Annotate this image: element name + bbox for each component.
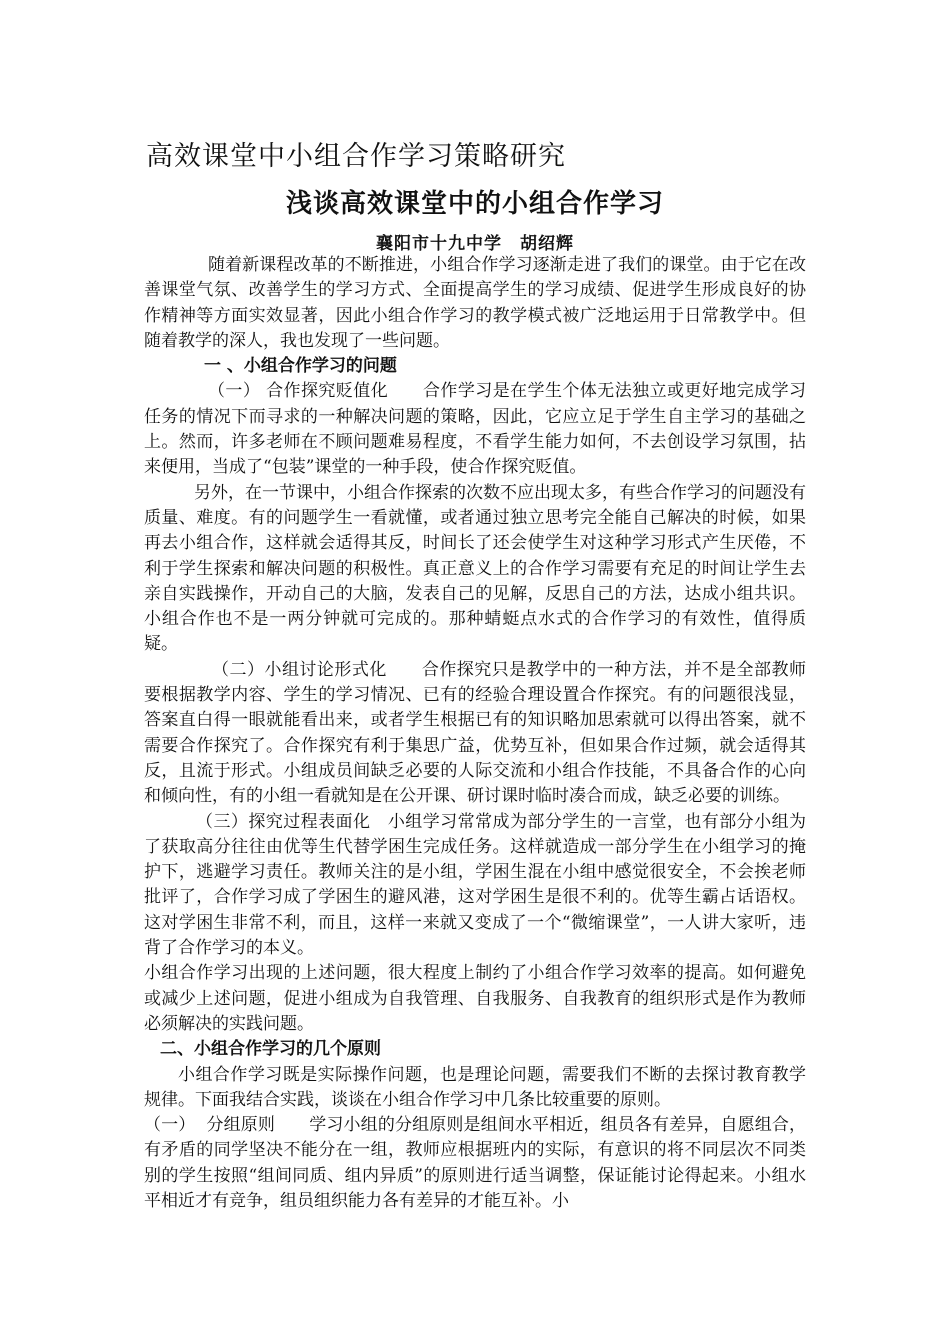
section1-paragraph-5: 小组合作学习出现的上述问题，很大程度上制约了小组合作学习效率的提高。如何避免或减少上述问题，促进小组成为自我管理、自我服务、自我教育的组织形式是作为教师必须解决的实践问题。 — [144, 963, 806, 1034]
subheading-label: （二）小组讨论形式化 — [212, 659, 422, 680]
subheading-label: （一） 分组原则 — [144, 1115, 310, 1136]
paragraph-text: 合作探究只是教学中的一种方法，并不是全部教师要根据教学内容、学生的学习情况、已有的经验合理设置合作探究。有的问题很浅显，答案直白得一眼就能看出来，或者学生根据已有的知识略加思索就可以得出答案，就不需要合作探究了。合作探究有利于集思广益，优势互补，但如果合作过频，就会适得其反，且流于形式。小组成员间缺乏必要的人际交流和小组合作技能，不具备合作的心向和倾向性，有的小组一看就知是在公开课、研讨课时临时凑合而成，缺乏必要的训练。 — [144, 659, 807, 807]
section1-paragraph-2: 另外，在一节课中，小组合作探索的次数不应出现太多，有些合作学习的问题没有质量、难度。有的问题学生一看就懂，或者通过独立思考完全能自己解决的时候，如果再去小组合作，这样就会适得其反，时间长了还会使学生对这种学习形式产生厌倦，不利于学生探索和解决问题的积极性。真正意义上的合作学习需要有充足的时间让学生去亲自实践操作，开动自己的大脑，发表自己的见解，反思自己的方法，达成小组共识。小组合作也不是一两分钟就可完成的。那种蜻蜓点水式的合作学习的有效性，值得质疑。 — [144, 482, 806, 655]
document-title: 高效课堂中小组合作学习策略研究 — [146, 141, 566, 172]
section2-paragraph-2 — [144, 1113, 806, 1214]
author-byline: 襄阳市十九中学 胡绍辉 — [376, 234, 574, 254]
section1-paragraph-4 — [144, 810, 806, 962]
section2-heading: 二、小组合作学习的几个原则 — [160, 1039, 381, 1060]
section1-paragraph-1 — [144, 379, 806, 480]
section1-paragraph-3 — [144, 658, 806, 810]
article-title: 浅谈高效课堂中的小组合作学习 — [285, 189, 664, 219]
paragraph-text: 合作学习是在学生个体无法独立或更好地完成学习任务的情况下而寻求的一种解决问题的策略，因此，它应立足于学生自主学习的基础之上。然而，许多老师在不顾问题难易程度，不看学生能力如何，不去创设学习氛围，拈来便用，当成了“包装”课堂的一种手段，使合作探究贬值。 — [144, 381, 806, 478]
intro-paragraph: 随着新课程改革的不断推进，小组合作学习逐渐走进了我们的课堂。由于它在改善课堂气氛、改善学生的学习方式、全面提高学生的学习成绩、促进学生形成良好的协作精神等方面实效显著，因此小组合作学习的教学模式被广泛地运用于日常教学中。但随着教学的深人，我也发现了一些问题。 — [144, 255, 806, 351]
subheading-label: （三）探究过程表面化 — [196, 811, 388, 832]
paragraph-text: 学习小组的分组原则是组间水平相近，组员各有差异，自愿组合，有矛盾的同学坚决不能分在一组，教师应根据班内的实际，有意识的将不同层次不同类别的学生按照“组间同质、组内异质”的原则进行适当调整，保证能讨论得起来。小组水平相近才有竞争，组员组织能力各有差异的才能互补。小 — [144, 1115, 807, 1211]
section1-heading: 一 、小组合作学习的问题 — [204, 356, 397, 377]
subheading-label: （一） 合作探究贬值化 — [208, 381, 423, 402]
paragraph-text: 小组学习常常成为部分学生的一言堂，也有部分小组为了获取高分往往由优等生代替学困生完成任务。这样就造成一部分学生在小组学习的掩护下，逃避学习责任。教师关注的是小组，学困生混在小组中感觉很安全，不会挨老师批评了，合作学习成了学困生的避风港，这对学困生是很不利的。优等生霸占话语权。这对学困生非常不利，而且，这样一来就又变成了一个“微缩课堂”，一人讲大家听，违背了合作学习的本义。 — [144, 811, 807, 959]
section2-paragraph-1: 小组合作学习既是实际操作问题，也是理论问题，需要我们不断的去探讨教育教学规律。下面我结合实践，谈谈在小组合作学习中几条比较重要的原则。 — [144, 1064, 806, 1110]
article-body — [144, 253, 806, 1214]
